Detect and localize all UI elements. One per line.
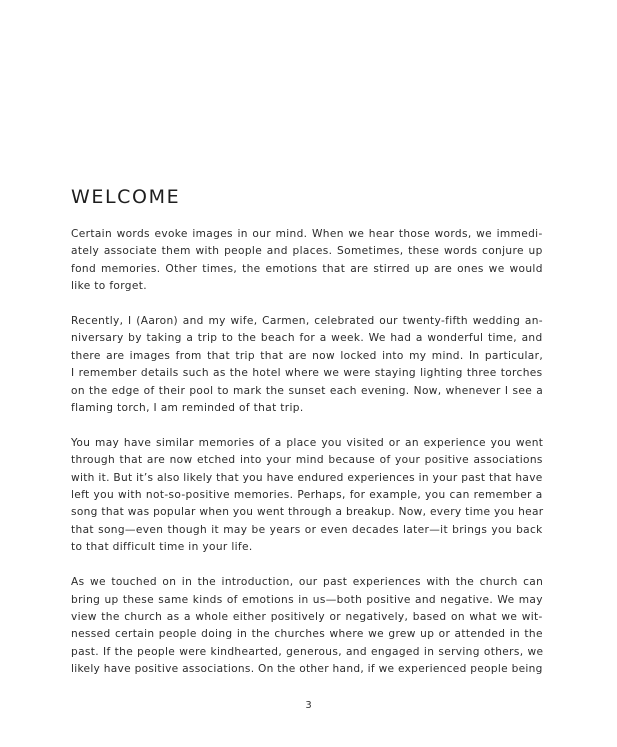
paragraph-2 bbox=[71, 313, 543, 417]
text-line: You may have similar memories of a place you visited or an experience you went bbox=[71, 436, 544, 449]
text-line: with it. But it’s also likely that you have endured experiences in your past that have bbox=[71, 471, 543, 484]
text-line: song that was popular when you went through a breakup. Now, every time you hear bbox=[71, 506, 544, 519]
page-number: 3 bbox=[305, 700, 312, 711]
text-line: nessed certain people doing in the churches where we grew up or attended in the bbox=[71, 628, 543, 641]
paragraph-1 bbox=[71, 226, 543, 296]
text-line: view the church as a whole either positively or negatively, based on what we wit- bbox=[71, 610, 543, 623]
text-line: Certain words evoke images in our mind. When we hear those words, we immedi- bbox=[71, 228, 543, 240]
text-line: through that are now etched into your mind because of your positive associations bbox=[71, 454, 543, 467]
text-line: left you with not-so-positive memories. Perhaps, for example, you can remember a bbox=[71, 489, 543, 502]
paragraph-3 bbox=[71, 435, 543, 557]
text-line: on the edge of their pool to mark the sunset each evening. Now, whenever I see a bbox=[71, 384, 544, 397]
text-line: I remember details such as the hotel where we were staying lighting three torches bbox=[71, 367, 543, 380]
text-line: fond memories. Other times, the emotions that are stirred up are ones we would bbox=[71, 262, 543, 275]
paragraph-4 bbox=[71, 574, 543, 678]
text-line: like to forget. bbox=[71, 280, 147, 293]
text-line: to that difficult time in your life. bbox=[71, 541, 253, 554]
text-line: Recently, I (Aaron) and my wife, Carmen, celebrated our twenty-fifth wedding an- bbox=[71, 315, 543, 328]
body-text bbox=[71, 226, 543, 696]
text-line: As we touched on in the introduction, our past experiences with the church can bbox=[71, 576, 544, 589]
text-line: that song—even though it may be years or even decades later—it brings you back bbox=[71, 523, 543, 536]
text-line: ately associate them with people and places. Sometimes, these words conjure up bbox=[71, 245, 543, 258]
text-line: bring up these same kinds of emotions in us—both positive and negative. We may bbox=[71, 593, 543, 606]
text-line: flaming torch, I am reminded of that trip. bbox=[71, 402, 304, 415]
text-line: niversary by taking a trip to the beach for a week. We had a wonderful time, and bbox=[71, 332, 543, 345]
text-line: likely have positive associations. On the other hand, if we experienced people being bbox=[71, 663, 543, 676]
text-line: past. If the people were kindhearted, generous, and engaged in serving others, we bbox=[71, 645, 544, 658]
text-line: there are images from that trip that are now locked into my mind. In particular, bbox=[71, 349, 544, 362]
chapter-title: WELCOME bbox=[71, 186, 181, 208]
